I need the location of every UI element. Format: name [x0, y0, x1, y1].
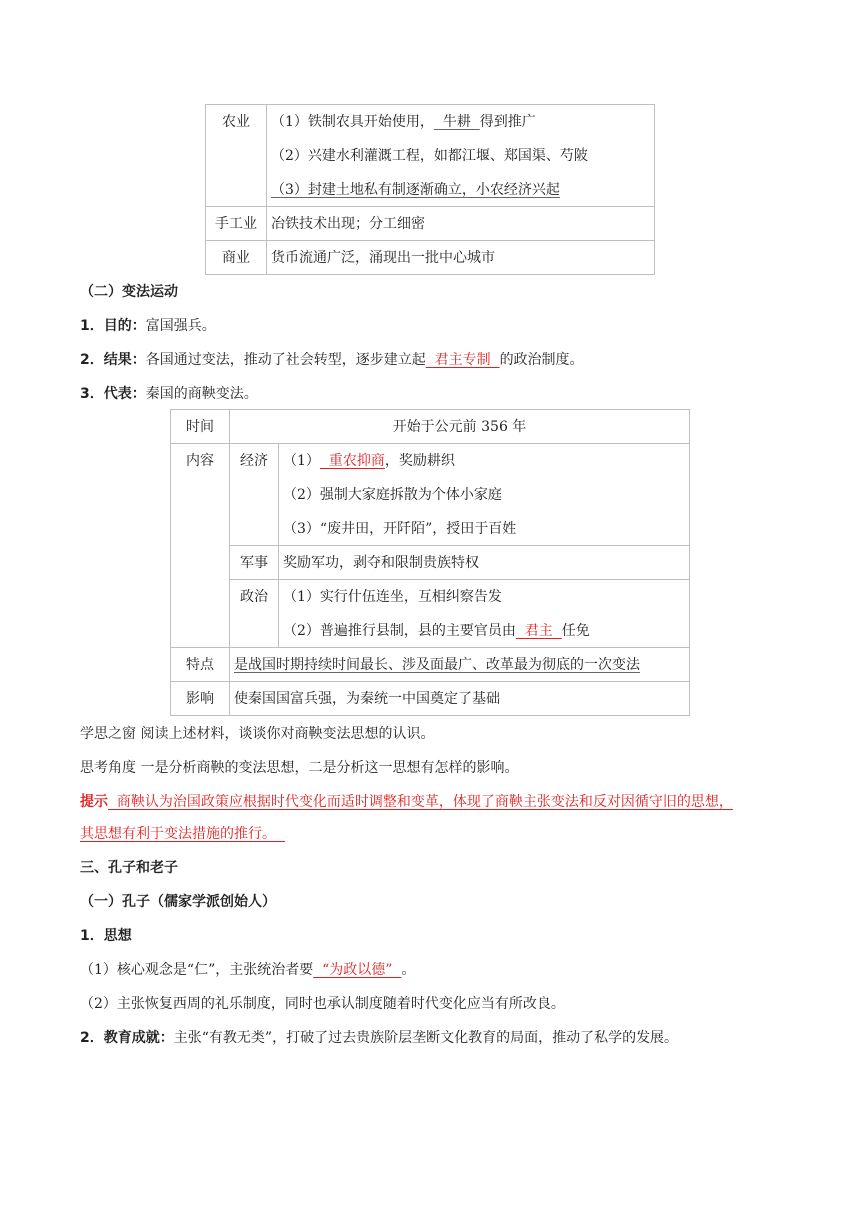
econ-item-2: （2）强制大家庭拆散为个体小家庭: [283, 487, 502, 503]
section-confucius-laozi-heading: 三、孔子和老子: [80, 860, 178, 876]
handicraft-content: 冶铁技术出现；分工细密: [267, 207, 655, 241]
military-head: 军事: [230, 546, 279, 580]
economy-content: [279, 444, 690, 546]
economy-head: 经济: [230, 444, 279, 546]
blank-monarchy: 君主专制: [425, 352, 500, 368]
thinking-angle: 思考角度 一是分析商鞅的变法思想，二是分析这一思想有怎样的影响。: [80, 760, 519, 776]
confucius-subheading: （一）孔子（儒家学派创始人）: [80, 894, 276, 910]
agri-item-1: （1）铁制农具开始使用， 牛耕 得到推广: [271, 114, 536, 130]
agri-item-2: （2）兴建水利灌溉工程，如都江堰、郑国渠、芍陂: [271, 148, 588, 164]
pol-item-2: （2）普遍推行县制，县的主要官员由 君主 任免: [283, 623, 590, 639]
blank-agriculture: 重农抑商: [319, 453, 385, 469]
blank-virtue: “为政以德”: [313, 962, 402, 978]
pol-item-1: （1）实行什伍连坐，互相纠察告发: [283, 589, 502, 605]
hint-line-1: 提示 商鞅认为治国政策应根据时代变化而适时调整和变革，体现了商鞅主张变法和反对因循守旧的思想，: [80, 794, 733, 810]
agriculture-head: 农业: [206, 105, 267, 207]
study-window-prompt: 学思之窗 阅读上述材料，谈谈你对商鞅变法思想的认识。: [80, 726, 435, 742]
economy-table: [205, 104, 655, 275]
commerce-content: 货币流通广泛，涌现出一批中心城市: [267, 241, 655, 275]
handicraft-head: 手工业: [206, 207, 267, 241]
politics-head: 政治: [230, 580, 279, 648]
commerce-head: 商业: [206, 241, 267, 275]
reform-representative: 3．代表：秦国的商鞅变法。: [80, 386, 258, 402]
hint-line-2: 其思想有利于变法措施的推行。: [80, 826, 285, 842]
econ-item-3: （3）“废井田，开阡陌”，授田于百姓: [283, 521, 517, 537]
influence-head: 影响: [171, 682, 230, 716]
agri-item-3: （3）封建土地私有制逐渐确立，小农经济兴起: [271, 182, 560, 198]
shang-yang-table: [170, 409, 690, 716]
reform-result: 2．结果：各国通过变法，推动了社会转型，逐步建立起 君主专制 的政治制度。: [80, 352, 584, 368]
time-value: 开始于公元前 356 年: [230, 410, 690, 444]
military-content: 奖励军功，剥夺和限制贵族特权: [279, 546, 690, 580]
agriculture-content: [267, 105, 655, 207]
education-achievement: 2．教育成就：主张“有教无类”，打破了过去贵族阶层垄断文化教育的局面，推动了私学的发展。: [80, 1030, 679, 1046]
reform-goal: 1．目的：富国强兵。: [80, 318, 216, 334]
influence-content: 使秦国国富兵强，为秦统一中国奠定了基础: [230, 682, 690, 716]
feature-content: 是战国时期持续时间最长、涉及面最广、改革最为彻底的一次变法: [230, 648, 690, 682]
content-head: 内容: [171, 444, 230, 648]
time-head: 时间: [171, 410, 230, 444]
feature-head: 特点: [171, 648, 230, 682]
blank-monarch: 君主: [515, 623, 562, 639]
section-reform-heading: （二）变法运动: [80, 284, 178, 300]
thought-heading: 1．思想: [80, 928, 132, 944]
politics-content: [279, 580, 690, 648]
thought-rites: （2）主张恢复西周的礼乐制度，同时也承认制度随着时代变化应当有所改良。: [80, 996, 565, 1012]
thought-core: （1）核心观念是“仁”，主张统治者要 “为政以德” 。: [80, 962, 416, 978]
econ-item-1: （1） 重农抑商，奖励耕织: [283, 453, 455, 469]
